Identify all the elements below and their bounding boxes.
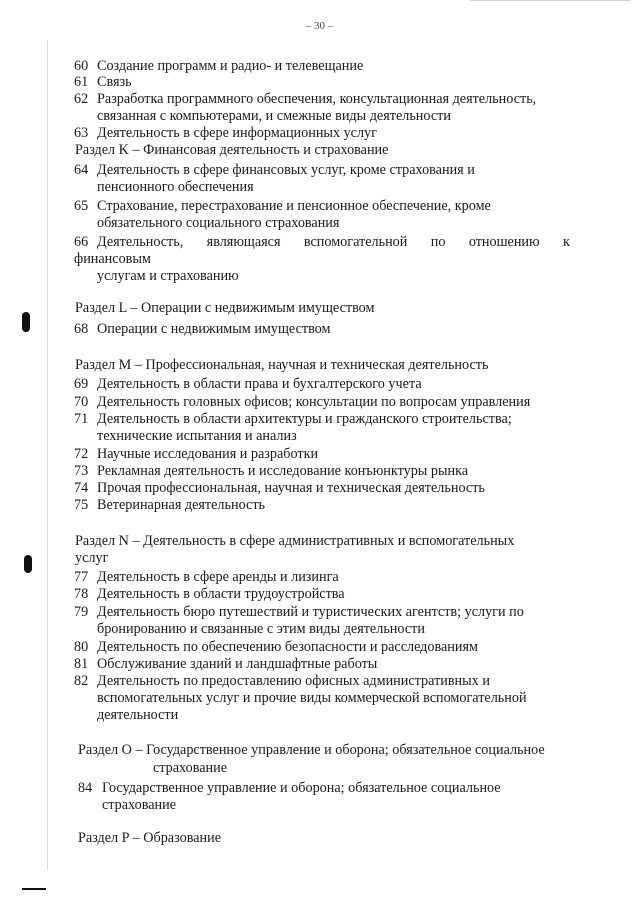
activity-text-line: Деятельность бюро путешествий и туристических агентств; услуги по: [97, 604, 524, 620]
activity-text-line: Связь: [97, 74, 132, 90]
scan-gutter-line: [47, 40, 48, 870]
activity-text-line: Создание программ и радио- и телевещание: [97, 58, 364, 74]
activity-code: 65: [74, 198, 89, 214]
activity-text-line: Деятельность в области права и бухгалтерского учета: [97, 376, 422, 392]
activity-code: 62: [74, 91, 89, 107]
page-number: – 30 –: [305, 20, 334, 32]
activity-code: 69: [74, 376, 89, 392]
activity-text-line: Разработка программного обеспечения, консультационная деятельность,: [97, 91, 537, 107]
activity-code: 74: [74, 480, 89, 496]
activity-code: 66: [74, 234, 89, 250]
activity-code: 60: [74, 58, 89, 74]
section-heading: Раздел P – Образование: [78, 830, 221, 846]
activity-text-line: Деятельность в сфере информационных услуг: [97, 125, 377, 141]
activity-text-line: Деятельность по обеспечению безопасности и расследованиям: [97, 639, 478, 655]
activity-text-line: бронированию и связанные с этим виды деятельности: [97, 621, 425, 637]
activity-text-word: к: [563, 234, 570, 250]
activity-code: 79: [74, 604, 89, 620]
scan-hole-mark: [22, 312, 30, 332]
activity-text-word: отношению: [468, 234, 540, 250]
activity-text-line: финансовым: [74, 251, 151, 267]
activity-code: 77: [74, 569, 89, 585]
activity-text-line: Обслуживание зданий и ландшафтные работы: [97, 656, 378, 672]
activity-text-line: Деятельность в сфере аренды и лизинга: [97, 569, 339, 585]
activity-text-line: Страхование, перестрахование и пенсионное обеспечение, кроме: [97, 198, 491, 214]
activity-text-word: являющаяся: [206, 234, 281, 250]
activity-code: 73: [74, 463, 89, 479]
section-heading-continued: услуг: [75, 550, 109, 566]
section-heading-continued: страхование: [153, 760, 227, 776]
activity-code: 84: [78, 780, 93, 796]
activity-text-justified: [97, 234, 570, 251]
activity-code: 82: [74, 673, 89, 689]
activity-text-word: Деятельность,: [97, 234, 184, 250]
activity-code: 63: [74, 125, 89, 141]
activity-code: 70: [74, 394, 89, 410]
activity-text-line: деятельности: [97, 707, 179, 723]
activity-text-line: Деятельность в области архитектуры и гражданского строительства;: [97, 411, 512, 427]
section-heading: Раздел K – Финансовая деятельность и страхование: [75, 142, 389, 158]
activity-code: 64: [74, 162, 89, 178]
activity-code: 75: [74, 497, 89, 513]
scan-edge-mark: [22, 888, 46, 890]
activity-code: 71: [74, 411, 89, 427]
activity-code: 61: [74, 74, 89, 90]
activity-code: 80: [74, 639, 89, 655]
activity-text-line: Рекламная деятельность и исследование конъюнктуры рынка: [97, 463, 469, 479]
activity-text-line: Прочая профессиональная, научная и техническая деятельность: [97, 480, 485, 496]
activity-text-line: Деятельность в области трудоустройства: [97, 586, 345, 602]
activity-text-line: технические испытания и анализ: [97, 428, 297, 444]
activity-text-line: Государственное управление и оборона; обязательное социальное: [102, 780, 501, 796]
activity-text-line: Деятельность головных офисов; консультации по вопросам управления: [97, 394, 531, 410]
activity-code: 78: [74, 586, 89, 602]
activity-code: 81: [74, 656, 89, 672]
activity-code: 68: [74, 321, 89, 337]
activity-text-line: пенсионного обеспечения: [97, 179, 254, 195]
section-heading: Раздел L – Операции с недвижимым имуществом: [75, 300, 375, 316]
activity-text-line: Деятельность в сфере финансовых услуг, кроме страхования и: [97, 162, 475, 178]
section-heading: Раздел N – Деятельность в сфере административных и вспомогательных: [75, 533, 515, 549]
section-heading: Раздел O – Государственное управление и оборона; обязательное социальное: [78, 742, 545, 758]
activity-text-line: Ветеринарная деятельность: [97, 497, 265, 513]
activity-text-line: услугам и страхованию: [97, 268, 239, 284]
section-heading: Раздел M – Профессиональная, научная и техническая деятельность: [75, 357, 489, 373]
activity-text-word: вспомогательной: [303, 234, 408, 250]
activity-code: 72: [74, 446, 89, 462]
activity-text-line: обязательного социального страхования: [97, 215, 340, 231]
activity-text-line: связанная с компьютерами, и смежные виды деятельности: [97, 108, 451, 124]
activity-text-line: Операции с недвижимым имуществом: [97, 321, 331, 337]
scan-edge-line: [470, 0, 630, 1]
scan-hole-mark: [24, 555, 32, 573]
activity-text-line: Деятельность по предоставлению офисных административных и: [97, 673, 490, 689]
activity-text-line: вспомогательных услуг и прочие виды коммерческой вспомогательной: [97, 690, 527, 706]
activity-text-line: страхование: [102, 797, 176, 813]
activity-text-word: по: [430, 234, 446, 250]
activity-text-line: Научные исследования и разработки: [97, 446, 319, 462]
